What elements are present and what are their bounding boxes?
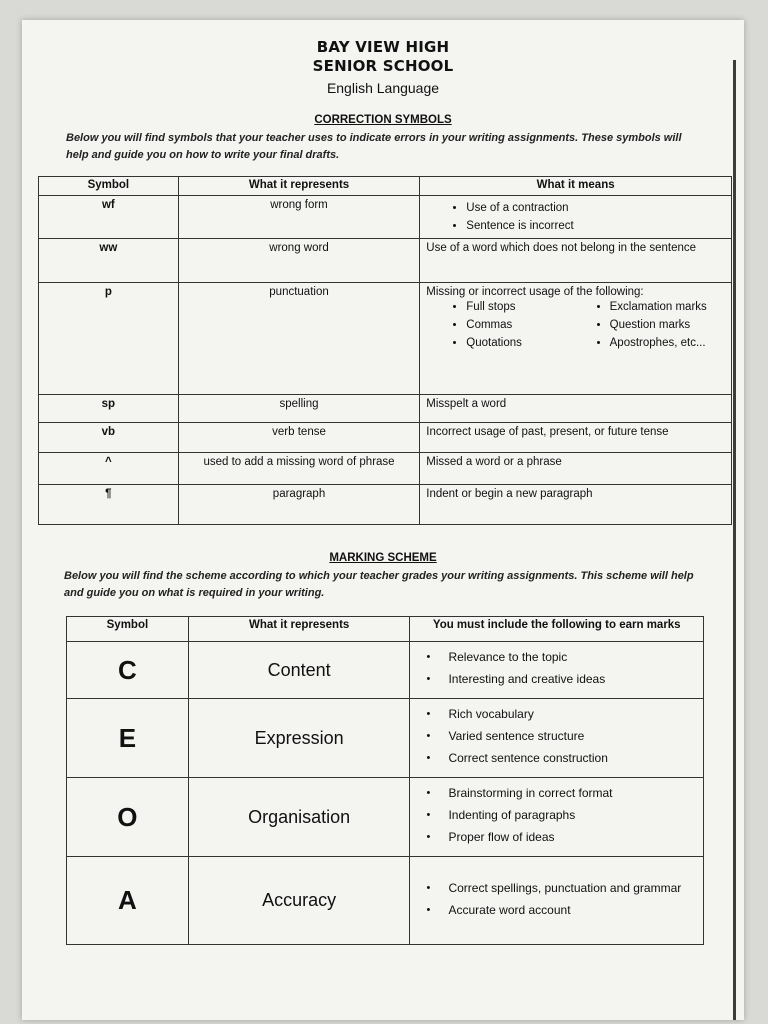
means-list — [426, 298, 581, 352]
column-header: What it represents — [178, 177, 420, 196]
scan-edge-shadow — [733, 60, 736, 1020]
column-header: Symbol — [67, 617, 189, 642]
school-name-line1: BAY VIEW HIGH — [316, 38, 450, 56]
represents-cell: used to add a missing word of phrase — [178, 453, 420, 485]
marking-intro: Below you will find the scheme according to which your teacher grades your writing assignments. This scheme will help and guide you on what is required in your writing. — [64, 570, 694, 599]
symbol-cell: ww — [39, 239, 179, 283]
symbol-cell: wf — [39, 196, 179, 239]
means-text: Missing or incorrect usage of the following: — [426, 286, 644, 298]
represents-cell: verb tense — [178, 423, 420, 453]
correction-intro: Below you will find symbols that your teacher uses to indicate errors in your writing assignments. These symbols will help and guide you on how to write your final drafts. — [66, 132, 682, 161]
list-item: • Relevance to the topic — [448, 648, 695, 666]
marking-scheme-title: MARKING SCHEME — [329, 552, 437, 564]
column-header: Symbol — [39, 177, 179, 196]
represents-cell: Organisation — [188, 778, 410, 857]
list-item: • Full stops — [466, 298, 581, 316]
requirements-cell — [410, 857, 704, 945]
table-header-row — [67, 617, 704, 642]
table-row — [39, 485, 732, 525]
represents-cell: Accuracy — [188, 857, 410, 945]
table-row — [67, 699, 704, 778]
requirements-list — [418, 879, 695, 919]
symbol-cell: ¶ — [39, 485, 179, 525]
punctuation-lists — [426, 298, 725, 352]
requirements-cell — [410, 699, 704, 778]
represents-cell: punctuation — [178, 283, 420, 395]
list-item: • Question marks — [610, 316, 725, 334]
list-item: • Commas — [466, 316, 581, 334]
represents-cell: spelling — [178, 395, 420, 423]
means-list — [426, 199, 725, 235]
correction-symbols-title: CORRECTION SYMBOLS — [314, 114, 452, 126]
symbol-cell: sp — [39, 395, 179, 423]
table-row — [67, 778, 704, 857]
list-item: • Interesting and creative ideas — [448, 670, 695, 688]
means-cell — [420, 283, 732, 395]
grade-symbol: E — [67, 699, 189, 778]
column-header: You must include the following to earn marks — [410, 617, 704, 642]
represents-cell: Expression — [188, 699, 410, 778]
means-cell: Use of a word which does not belong in the sentence — [420, 239, 732, 283]
list-item: • Quotations — [466, 334, 581, 352]
represents-cell: paragraph — [178, 485, 420, 525]
table-row — [67, 857, 704, 945]
requirements-list — [418, 648, 695, 688]
represents-cell: wrong form — [178, 196, 420, 239]
means-list — [582, 298, 725, 352]
grade-symbol: C — [67, 642, 189, 699]
symbol-cell: ^ — [39, 453, 179, 485]
grade-symbol: A — [67, 857, 189, 945]
requirements-list — [418, 705, 695, 767]
marking-scheme-table — [66, 616, 704, 945]
represents-cell: wrong word — [178, 239, 420, 283]
list-item: • Apostrophes, etc... — [610, 334, 725, 352]
table-row — [39, 395, 732, 423]
means-cell: Incorrect usage of past, present, or future tense — [420, 423, 732, 453]
means-cell: Indent or begin a new paragraph — [420, 485, 732, 525]
list-item: • Correct sentence construction — [448, 749, 695, 767]
correction-symbols-table — [38, 176, 732, 525]
list-item: • Accurate word account — [448, 901, 695, 919]
list-item: • Rich vocabulary — [448, 705, 695, 723]
document-page — [22, 20, 744, 1020]
table-header-row — [39, 177, 732, 196]
list-item: • Sentence is incorrect — [466, 217, 725, 235]
list-item: • Correct spellings, punctuation and grammar — [448, 879, 695, 897]
table-row — [39, 196, 732, 239]
grade-symbol: O — [67, 778, 189, 857]
list-item: • Exclamation marks — [610, 298, 725, 316]
means-cell: Missed a word or a phrase — [420, 453, 732, 485]
column-header: What it represents — [188, 617, 410, 642]
means-cell — [420, 196, 732, 239]
requirements-list — [418, 784, 695, 846]
list-item: • Indenting of paragraphs — [448, 806, 695, 824]
table-row — [67, 642, 704, 699]
document-header — [22, 38, 744, 96]
subject-title: English Language — [326, 80, 440, 96]
table-row — [39, 283, 732, 395]
table-row — [39, 423, 732, 453]
list-item: • Proper flow of ideas — [448, 828, 695, 846]
school-name-line2: SENIOR SCHOOL — [312, 57, 454, 75]
column-header: What it means — [420, 177, 732, 196]
symbol-cell: p — [39, 283, 179, 395]
table-row — [39, 453, 732, 485]
means-cell: Misspelt a word — [420, 395, 732, 423]
symbol-cell: vb — [39, 423, 179, 453]
requirements-cell — [410, 778, 704, 857]
represents-cell: Content — [188, 642, 410, 699]
list-item: • Use of a contraction — [466, 199, 725, 217]
requirements-cell — [410, 642, 704, 699]
list-item: • Varied sentence structure — [448, 727, 695, 745]
table-row — [39, 239, 732, 283]
list-item: • Brainstorming in correct format — [448, 784, 695, 802]
